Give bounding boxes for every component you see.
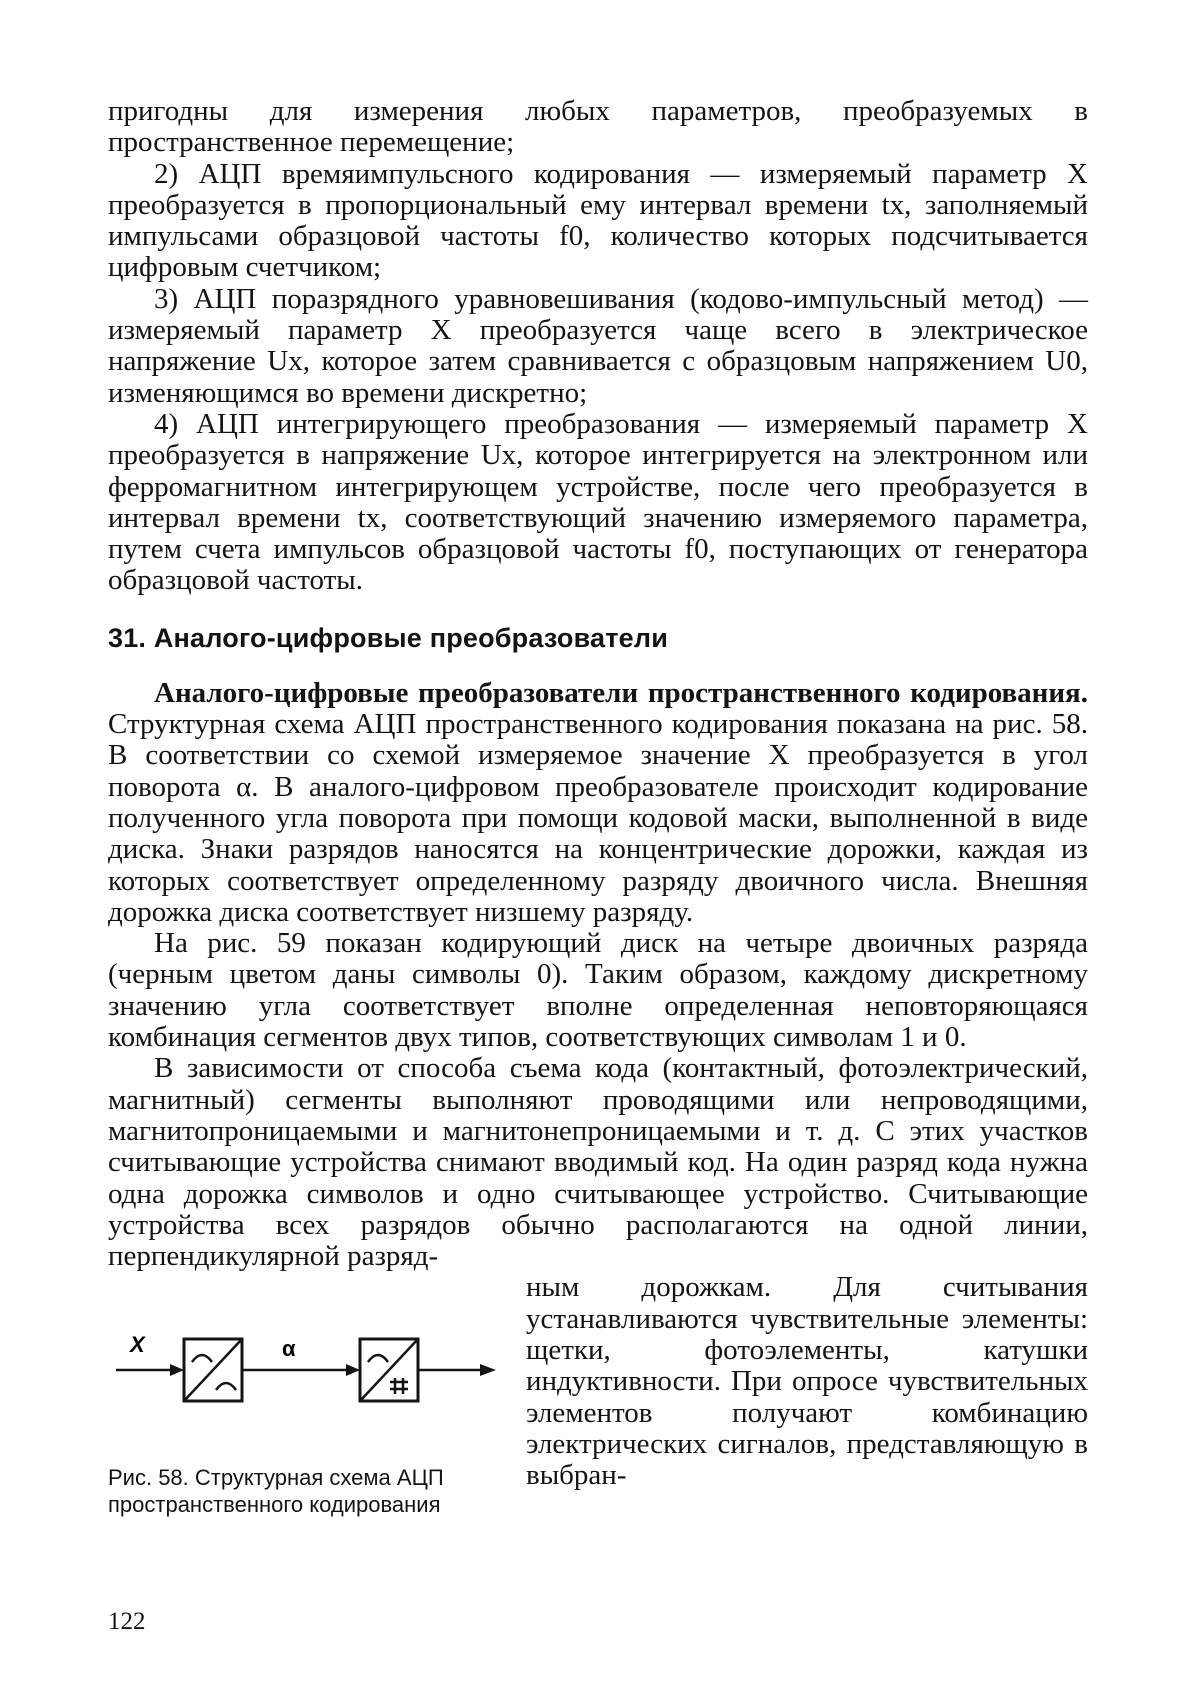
- section-paragraph-2: На рис. 59 показан кодирующий диск на четыре двоичных разряда (черным цветом даны символы 0). Таким образом, каждому дискретному значению угла соответствует вполне определенная неповторяющаяся комбинация сегментов двух типов, соответствующих символам 1 и 0.: [108, 927, 1088, 1054]
- input-label: X: [130, 1332, 145, 1358]
- middle-arrowhead: [346, 1364, 360, 1376]
- figure-caption: Рис. 58. Структурная схема АЦП пространственного кодирования: [108, 1465, 444, 1518]
- block-diagram: [108, 1332, 508, 1432]
- page-content: [108, 96, 1088, 1534]
- output-arrowhead: [480, 1364, 496, 1376]
- list-item-3: 3) АЦП поразрядного уравновешивания (кодово-импульсный метод) — измеряемый параметр X преобразуется чаще всего в электрическое напряжение Ux, которое затем сравнивается с образцовым напряжением U0, изменяющимся во времени дискретно;: [108, 282, 1088, 409]
- paragraph-lead: Аналого-цифровые преобразователи пространственного кодирования.: [154, 676, 1088, 709]
- paragraph-continued: пригодны для измерения любых параметров, преобразуемых в пространственное перемещение;: [108, 95, 1088, 159]
- page-number: 122: [108, 1608, 146, 1635]
- input-arrowhead: [170, 1364, 184, 1376]
- list-item-2: 2) АЦП времяимпульсного кодирования — измеряемый параметр X преобразуется в пропорциональный ему интервал времени tx, заполняемый импульсами образцовой частоты f0, количество которых подсчитывается цифровым счетчиком;: [108, 157, 1088, 284]
- hash-icon: [390, 1378, 408, 1394]
- alpha-label: α: [282, 1336, 296, 1362]
- block-1-arc-bottom: [216, 1383, 236, 1390]
- section-heading: 31. Аналого-цифровые преобразователи: [108, 622, 669, 653]
- block-2-diagonal: [360, 1339, 418, 1401]
- right-column: [526, 1272, 1088, 1534]
- block-1-arc-top: [192, 1355, 212, 1362]
- figure-58: [108, 1272, 526, 1534]
- paragraph-text: Структурная схема АЦП пространственного кодирования показана на рис. 58. В соответствии со схемой измеряемое значение X преобразуется в угол поворота α. В аналого-цифровом преобразователе происходит кодирование полученного угла поворота при помощи кодовой маски, выполненной в виде диска. Знаки разрядов наносятся на концентрические дорожки, каждая из которых соответствует определенному разряду двоичного числа. Внешняя дорожка диска соответствует низшему разряду.: [108, 708, 1088, 928]
- list-item-4: 4) АЦП интегрирующего преобразования — измеряемый параметр X преобразуется в напряжение Ux, которое интегрируется на электронном или ферромагнитном интегрирующем устройстве, после чего преобразуется в интервал времени tx, соответствующий значению измеряемого параметра, путем счета импульсов образцовой частоты f0, поступающих от генератора образцовой частоты.: [108, 407, 1088, 597]
- section-paragraph-1: [108, 678, 1088, 928]
- block-2-arc: [368, 1355, 388, 1362]
- section-paragraph-3-continued: ным дорожкам. Для считывания устанавливаются чувствительные элементы: щетки, фотоэлементы, катушки индуктивности. При опросе чувствительных элементов получают комбинацию электрических сигналов, представляющую в выбран-: [526, 1271, 1088, 1492]
- figure-row: [108, 1272, 1088, 1534]
- block-1-diagonal: [184, 1339, 242, 1401]
- section-paragraph-3: В зависимости от способа съема кода (контактный, фотоэлектрический, магнитный) сегменты выполняют проводящими или непроводящими, магнитопроницаемыми и магнитонепроницаемыми и т. д. С этих участков считывающие устройства снимают вводимый код. На один разряд кода нужна одна дорожка символов и одно считывающее устройство. Считывающие устройства всех разрядов обычно располагаются на одной линии, перпендикулярной разряд-: [108, 1052, 1088, 1273]
